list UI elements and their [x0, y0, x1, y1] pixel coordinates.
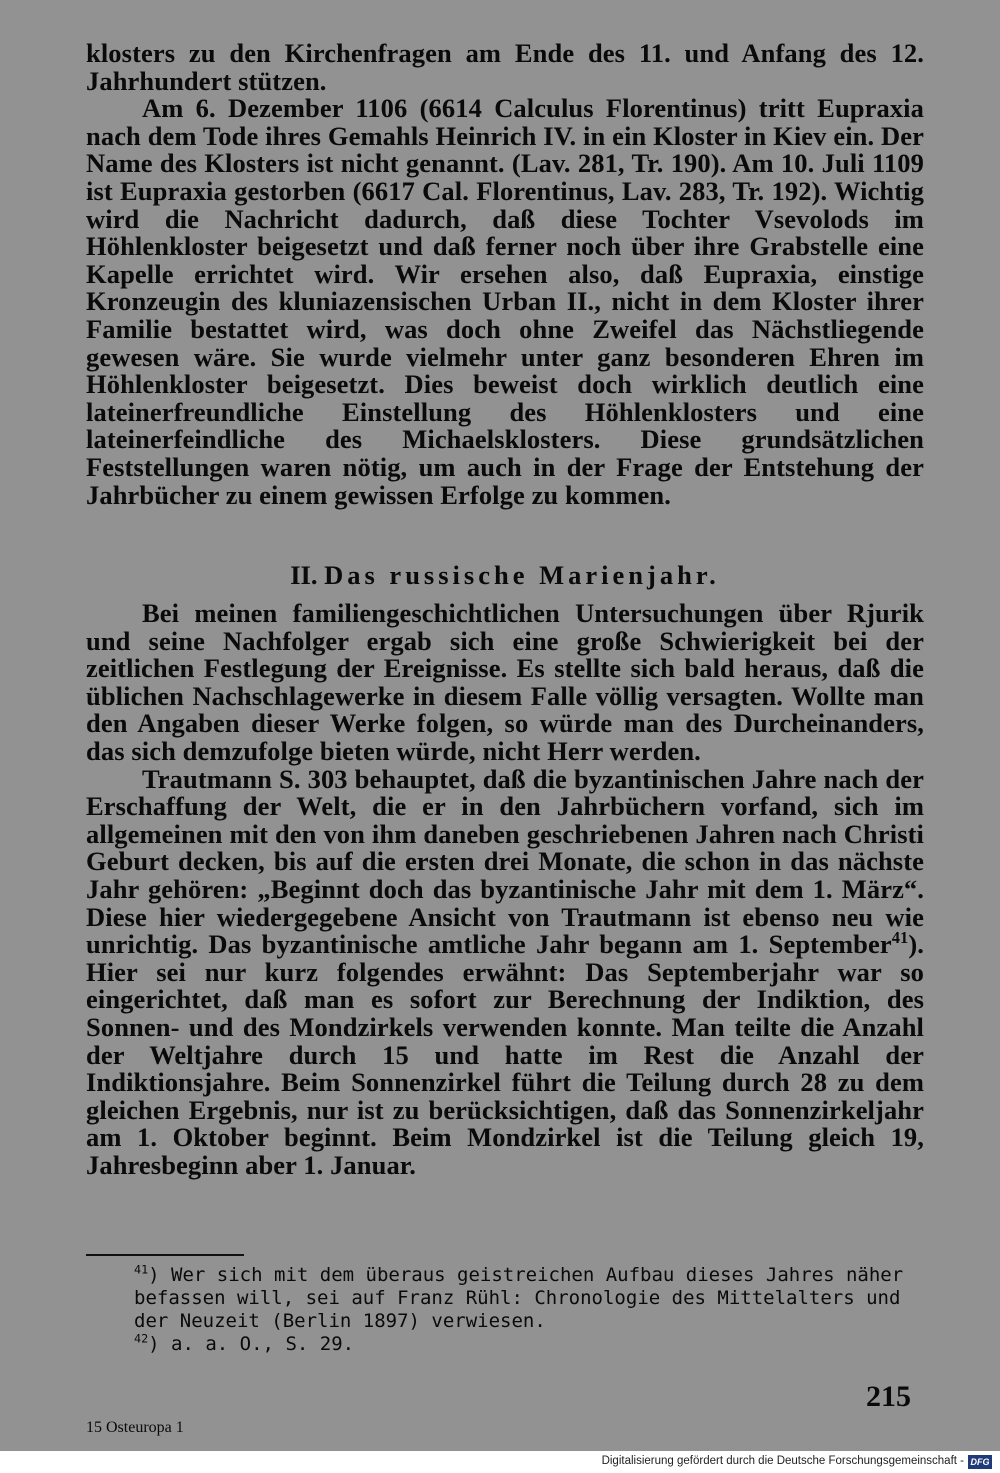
dfg-logo-icon: DFG [968, 1455, 992, 1469]
printer-signature: 15 Osteuropa 1 [86, 1419, 184, 1436]
section-heading [86, 560, 924, 590]
paragraph-rjurik: Bei meinen familiengeschichtlichen Untersuchungen über Rjurik und seine Nachfolger ergab sich eine große Schwierigkeit bei der zeitlichen Festlegung der Ereignisse. Es stellte sich bald heraus, daß die üblichen Nachschlagewerke in diesem Falle völlig versagten. Wollte man den Angaben dieser Werke folgen, so würde man des Durcheinanders, das sich demzufolge bieten würde, nicht Herr werden. [86, 598, 924, 766]
paragraph-trautmann-part-1: Trautmann S. 303 behauptet, daß die byzantinischen Jahre nach der Erschaffung der Welt, die er in den Jahrbüchern vorfand, sich im allgemeinen mit den von ihm daneben geschriebenen Jahren nach Christi Geburt decken, bis auf die ersten drei Monate, die schon in das nächste Jahr gehören: „Beginnt doch das byzantinische Jahr mit dem 1. März“. Diese hier wiedergegebene Ansicht von Trautmann ist ebenso neu wie unrichtig. Das byzantinische amtliche Jahr begann am 1. September [86, 763, 924, 960]
footnote-number: 42 [134, 1331, 149, 1346]
page-number: 215 [866, 1380, 911, 1413]
footnote-number: 41 [134, 1262, 149, 1277]
body-text-top [86, 40, 924, 509]
paragraph-eupraxia: Am 6. Dezember 1106 (6614 Calculus Florentinus) tritt Eupraxia nach dem Tode ihres Gemahls Heinrich IV. in ein Kloster in Kiev ein. Der Name des Klosters ist nicht genannt. (Lav. 281, Tr. 190). Am 10. Juli 1109 ist Eupraxia gestorben (6617 Cal. Florentinus, Lav. 283, Tr. 192). Wichtig wird die Nachricht dadurch, daß diese Tochter Vsevolods im Höhlenkloster beigesetzt und daß ferner noch über ihre Grabstelle eine Kapelle errichtet wird. Wir ersehen also, daß Eupraxia, einstige Kronzeugin des kluniazensischen Urban II., nicht in dem Kloster ihrer Familie bestattet wird, was doch ohne Zweifel das Nächstliegende gewesen wäre. Sie wurde vielmehr unter ganz besonderen Ehren im Höhlenkloster beigesetzt. Dies beweist doch wirklich deutlich eine lateinerfreundliche Einstellung des Höhlenklosters und eine lateinerfeindliche des Michaelsklosters. Diese grundsätzlichen Feststellungen waren nötig, um auch in der Frage der Entstehung der Jahrbücher zu einem gewissen Erfolge zu kommen. [86, 93, 924, 510]
footnote-reference-41: 41 [891, 928, 909, 948]
section-title: Das russische Marienjahr. [324, 560, 720, 590]
funding-credit-text: Digitalisierung gefördert durch die Deutsche Forschungsgemeinschaft - [601, 1455, 964, 1467]
footnote-41 [86, 1264, 924, 1333]
body-text-bottom [86, 600, 924, 1179]
paragraph-trautmann [86, 763, 924, 1180]
paragraph-trautmann-part-2: ). Hier sei nur kurz folgendes erwähnt: Das Septemberjahr war so eingerichtet, daß man es sofort zur Berechnung der Indiktion, des Sonnen- und des Mondzirkels verwenden konnte. Man teilte die Anzahl der Weltjahre durch 15 und hatte im Rest die Anzahl der Indiktionsjahre. Beim Sonnenzirkel führt die Teilung durch 28 zu dem gleichen Ergebnis, nur ist zu berücksichtigen, daß das Sonnenzirkeljahr am 1. Oktober beginnt. Beim Mondzirkel ist die Teilung gleich 19, Jahresbeginn aber 1. Januar. [86, 929, 924, 1180]
footnote-42 [86, 1333, 924, 1356]
footnote-separator [86, 1254, 244, 1256]
paragraph-continuation: klosters zu den Kirchenfragen am Ende des 11. und Anfang des 12. Jahrhundert stützen. [86, 38, 924, 96]
funding-credit-bar [0, 1451, 1000, 1473]
footnote-text: ) a. a. O., S. 29. [148, 1333, 355, 1355]
footnotes [86, 1264, 924, 1356]
section-number: II. [290, 560, 318, 590]
footnote-text: ) Wer sich mit dem überaus geistreichen Aufbau dieses Jahres näher befassen will, sei auf Franz Rühl: Chronologie des Mittelalters und der Neuzeit (Berlin 1897) verwiesen. [134, 1264, 904, 1332]
